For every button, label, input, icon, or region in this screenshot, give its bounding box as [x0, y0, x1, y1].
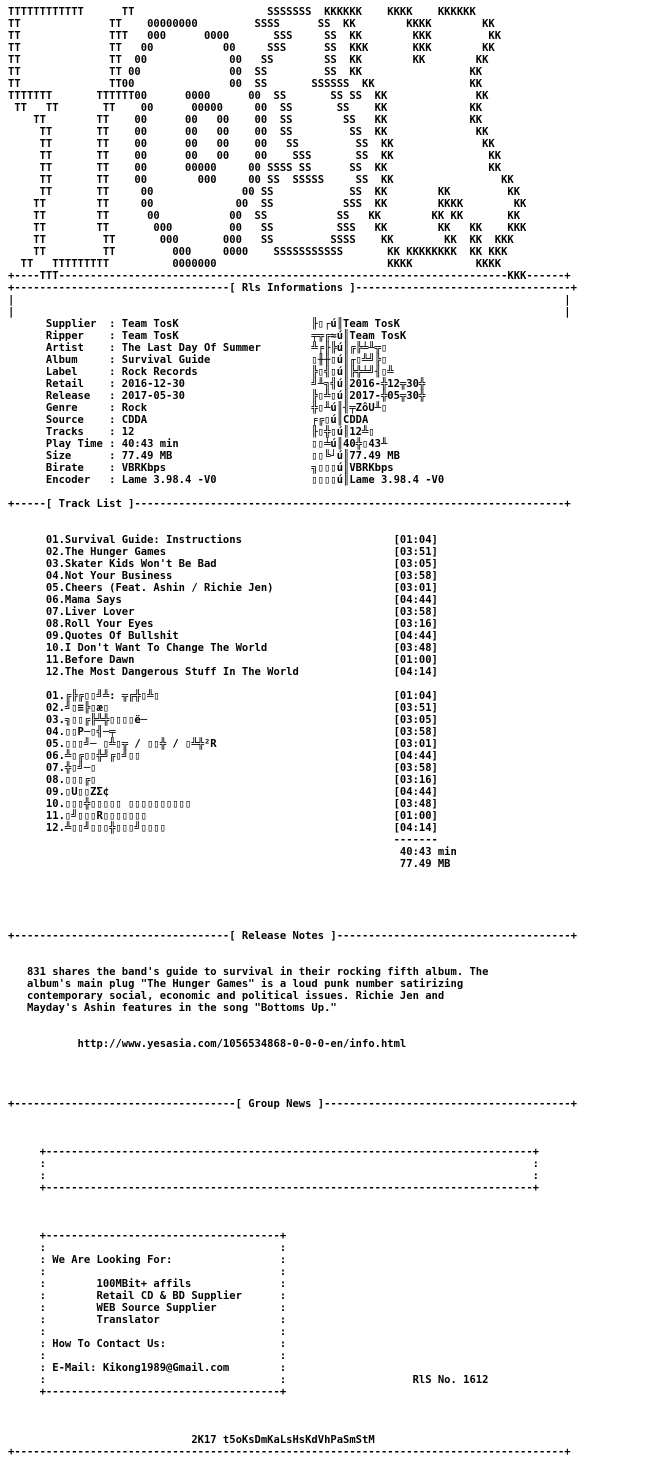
total-time: 40:43 min	[8, 846, 457, 858]
blank-line	[8, 942, 672, 954]
section-header-release-notes: +----------------------------------[ Release Notes ]-------------------------------------+	[8, 930, 577, 942]
track-row: 02.The Hunger Games [03:51]	[8, 546, 438, 558]
logo-line: TT TT 00 00 00 00 SSS SS KK KK	[8, 150, 502, 162]
blank-line	[8, 1014, 672, 1026]
logo-line: TT TT 000 0000 SSSSSSSSSSS KK KKKKKKKK KK KKK	[8, 246, 508, 258]
track-row-garbled: 08.▯▯▯╔▯ [03:16]	[8, 774, 438, 786]
logo-line: TT TT 00 000 00 SS SSSSS SS KK KK	[8, 174, 514, 186]
info-row: Release : 2017-05-30 ╠▯╩▯ú║2017-╬05╦30╬	[8, 390, 426, 402]
logo-line: TT TT 00 00 SS SS KK KK	[8, 66, 483, 78]
logo-line: TT TT 00 00 SSS SS KKK KKK KK	[8, 42, 495, 54]
track-row-garbled: 06.╩▯╔▯▯╬╝╔▯╝▯▯ [04:44]	[8, 750, 438, 762]
logo-line: TT TTTTTTTTT 0000000 KKKK KKKK	[8, 258, 502, 270]
total-size: 77.49 MB	[8, 858, 451, 870]
track-row: 12.The Most Dangerous Stuff In The World [04:14]	[8, 666, 438, 678]
logo-line: TT TT 00 00 00 00 SS SS KK KK	[8, 126, 489, 138]
blank-line	[8, 894, 672, 906]
info-row: Tracks : 12 ╟▯╬▯ú║12╩▯	[8, 426, 375, 438]
box-line: : :	[8, 1266, 287, 1278]
track-row-garbled: 12.╩▯▯╝▯▯▯╬▯▯▯╝▯▯▯▯ [04:14]	[8, 822, 438, 834]
logo-line: TT TT 000 000 SS SSSS KK KK KK KKK	[8, 234, 514, 246]
blank-line	[8, 906, 672, 918]
track-row-garbled: 02.╝▯≡╠▯æ▯ [03:51]	[8, 702, 438, 714]
logo-line: TT TT 00 00 SS SSS KK KKKK KK	[8, 198, 527, 210]
track-row: 04.Not Your Business [03:58]	[8, 570, 438, 582]
info-row: Play Time : 40:43 min ▯▯╧ú║40╬▯43╨	[8, 438, 388, 450]
release-note-line: contemporary social, economic and political issues. Richie Jen and	[8, 990, 445, 1002]
track-row-garbled: 11.▯╝▯▯▯R▯▯▯▯▯▯▯ [01:00]	[8, 810, 438, 822]
box-line: +-------------------------------------+	[8, 1386, 287, 1398]
info-row: Retail : 2016-12-30 ╝╨╗╣ú║2016-╬12╦30╬	[8, 378, 426, 390]
blank-line	[8, 1074, 672, 1086]
logo-line: TT TT 00 00 SS SS KK KK KK	[8, 186, 521, 198]
blank-line	[8, 1062, 672, 1074]
blank-line	[8, 1122, 672, 1134]
looking-for-item: : Retail CD & BD Supplier :	[8, 1290, 287, 1302]
info-row: Supplier : Team TosK ╟▯┌ú║Team TosK	[8, 318, 400, 330]
frame-line: +---------------------------------------------------------------------------------------+	[8, 1446, 571, 1458]
track-row: 08.Roll Your Eyes [03:16]	[8, 618, 438, 630]
looking-for-item: : Translator :	[8, 1314, 287, 1326]
looking-for-item: : 100MBit+ affils :	[8, 1278, 287, 1290]
logo-line: TT TT 000 00 SS SSS KK KK KK KKK	[8, 222, 527, 234]
blank-line	[8, 1206, 672, 1218]
info-row: Album : Survival Guide ▯╫╫▯ú║╓▯╩╝╠▯	[8, 354, 388, 366]
track-row-garbled: 01.╔╠╔▯▯╝╩: ╦╔╬▯╩▯ [01:04]	[8, 690, 438, 702]
track-row: 07.Liver Lover [03:58]	[8, 606, 438, 618]
logo-line: TT TT 00 00 00 00 SS SS KK KK	[8, 114, 483, 126]
blank-line	[8, 522, 672, 534]
info-row: Artist : The Last Day Of Summer ╩╒╟╠ú║╔╠╧╨╦▯	[8, 342, 388, 354]
info-row: Genre : Rock ╬▯╨ú║╢╤ZôU╨▯	[8, 402, 388, 414]
track-row: 09.Quotes Of Bullshit [04:44]	[8, 630, 438, 642]
release-note-line: album's main plug "The Hunger Games" is a loud punk number satirizing	[8, 978, 464, 990]
track-row: 01.Survival Guide: Instructions [01:04]	[8, 534, 438, 546]
track-row-garbled: 05.▯▯▯╝─ ▯╩▯╦ / ▯▯╬ / ▯╩╬²R [03:01]	[8, 738, 438, 750]
logo-line: +----TTT-----------------------------------------------------------------------KKK------+	[8, 270, 571, 282]
logo-line: TT TTT 000 0000 SSS SS KK KKK KK	[8, 30, 502, 42]
blank-line	[8, 1218, 672, 1230]
blank-line	[8, 510, 672, 522]
track-row-garbled: 09.▯U▯▯ZΣ¢ [04:44]	[8, 786, 438, 798]
logo-line: TT TT 00 00000 00 SSSS SS SS KK KK	[8, 162, 502, 174]
logo-line: TTTTTTTTTTTT TT SSSSSSS KKKKKK KKKK KKKKKK	[8, 6, 476, 18]
logo-line: TT TT TT 00 00000 00 SS SS KK KK	[8, 102, 483, 114]
track-row: 06.Mama Says [04:44]	[8, 594, 438, 606]
blank-line	[8, 1410, 672, 1422]
track-row-garbled: 07.╬▯╝─▯ [03:58]	[8, 762, 438, 774]
info-row: Birate : VBRKbps ╗▯▯▯ú║VBRKbps	[8, 462, 394, 474]
blank-line	[8, 1134, 672, 1146]
logo-line: TT TT 00 00 00 00 SS SS KK KK	[8, 138, 495, 150]
blank-line	[8, 918, 672, 930]
logo-line: TT TT00 00 SS SSSSSS KK KK	[8, 78, 483, 90]
blank-line	[8, 486, 672, 498]
logo-line: TT TT 00 00 SS SS KK KK KK KK	[8, 210, 521, 222]
box-line: +-----------------------------------------------------------------------------+	[8, 1146, 540, 1158]
track-row-garbled: 03.╗▯▯╔╠╩╬▯▯▯▯ë─ [03:05]	[8, 714, 438, 726]
blank-line	[8, 1110, 672, 1122]
box-line: +-------------------------------------+	[8, 1230, 287, 1242]
info-row: Ripper : Team TosK ╤╦╔≈ú║Team TosK	[8, 330, 407, 342]
blank-line	[8, 1026, 672, 1038]
box-line: : :	[8, 1158, 540, 1170]
section-header-rls: +----------------------------------[ Rls Informations ]----------------------------------+	[8, 282, 577, 294]
section-header-group-news: +-----------------------------------[ Group News ]---------------------------------------+	[8, 1098, 577, 1110]
track-row: 03.Skater Kids Won't Be Bad [03:05]	[8, 558, 438, 570]
footer-line: 2K17 t5oKsDmKaLsHsKdVhPaSmStM	[8, 1434, 375, 1446]
release-note-line: 831 shares the band's guide to survival in their rocking fifth album. The	[8, 966, 489, 978]
blank-line	[8, 870, 672, 882]
rls-number: : : RlS No. 1612	[8, 1374, 489, 1386]
blank-line	[8, 1050, 672, 1062]
box-line: : :	[8, 1242, 287, 1254]
contact-email: : E-Mail: Kikong1989@Gmail.com :	[8, 1362, 287, 1374]
box-line: : :	[8, 1170, 540, 1182]
blank-line	[8, 882, 672, 894]
blank-line	[8, 1194, 672, 1206]
section-header-tracklist: +-----[ Track List ]--------------------------------------------------------------------+	[8, 498, 571, 510]
looking-for-item: : WEB Source Supplier :	[8, 1302, 287, 1314]
blank-line	[8, 1086, 672, 1098]
track-row-garbled: 04.▯▯P─▯╣─╤ [03:58]	[8, 726, 438, 738]
info-row: Label : Rock Records ╠▯╣▯ú║╠╬╧╝╢▯╩	[8, 366, 394, 378]
info-row: Source : CDDA ╒╔▯ú║CDDA	[8, 414, 369, 426]
logo-line: TT TT 00 00 SS SS KK KK KK	[8, 54, 489, 66]
track-row-garbled: 10.▯▯▯╬▯▯▯▯▯ ▯▯▯▯▯▯▯▯▯▯ [03:48]	[8, 798, 438, 810]
logo-line: TT TT 00000000 SSSS SS KK KKKK KK	[8, 18, 495, 30]
box-line: : :	[8, 1326, 287, 1338]
info-row: Encoder : Lame 3.98.4 -V0 ▯▯▯▯ú║Lame 3.98.4 -V0	[8, 474, 445, 486]
blank-line	[8, 1398, 672, 1410]
track-row: 05.Cheers (Feat. Ashin / Richie Jen) [03:01]	[8, 582, 438, 594]
box-line: +-----------------------------------------------------------------------------+	[8, 1182, 540, 1194]
blank-line	[8, 678, 672, 690]
divider-line: -------	[8, 834, 438, 846]
frame-line: | |	[8, 306, 571, 318]
blank-line	[8, 954, 672, 966]
frame-line: | |	[8, 294, 571, 306]
box-line: : :	[8, 1350, 287, 1362]
track-row: 11.Before Dawn [01:00]	[8, 654, 438, 666]
info-row: Size : 77.49 MB ▯▯╚┘ú║77.49 MB	[8, 450, 400, 462]
release-note-line: Mayday's Ashin features in the song "Bottoms Up."	[8, 1002, 337, 1014]
logo-line: TTTTTTT TTTTTT00 0000 00 SS SS SS KK KK	[8, 90, 489, 102]
looking-for-title: : We Are Looking For: :	[8, 1254, 287, 1266]
blank-line	[8, 1422, 672, 1434]
contact-title: : How To Contact Us: :	[8, 1338, 287, 1350]
track-row: 10.I Don't Want To Change The World [03:48]	[8, 642, 438, 654]
release-url: http://www.yesasia.com/1056534868-0-0-0-en/info.html	[8, 1038, 407, 1050]
